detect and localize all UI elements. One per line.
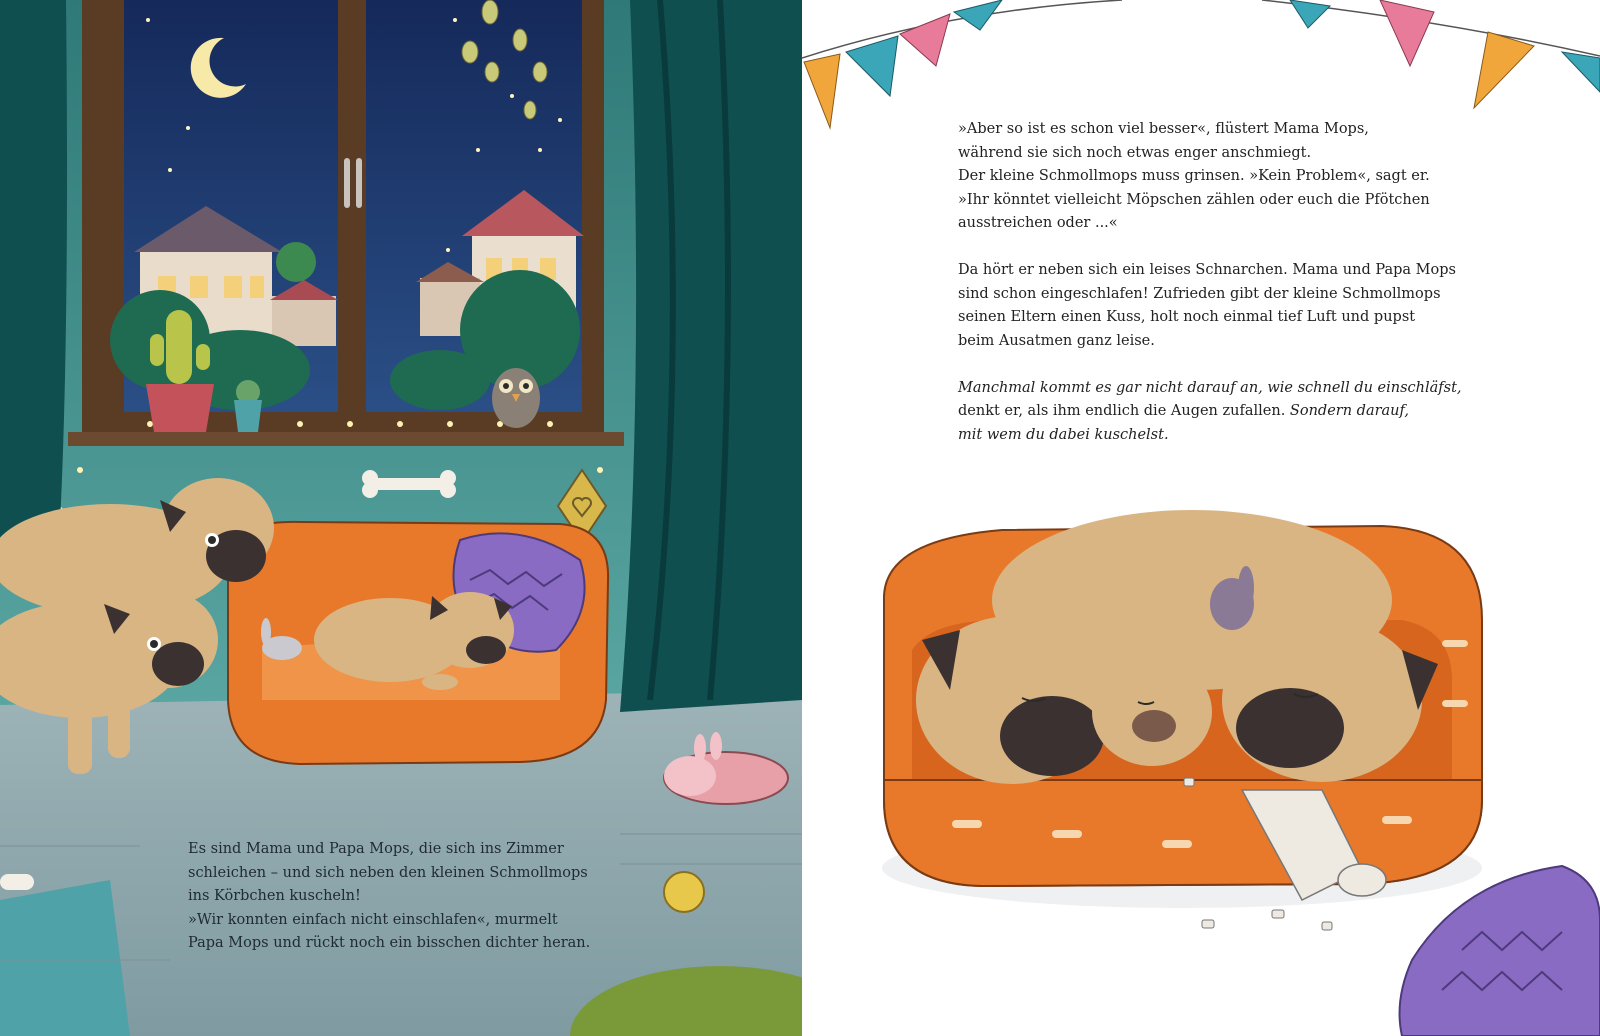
- text-line: Es sind Mama und Papa Mops, die sich ins Zimmer: [188, 841, 564, 857]
- text-line: »Aber so ist es schon viel besser«, flüstert Mama Mops,: [958, 121, 1369, 137]
- text-line: ins Körbchen kuscheln!: [188, 888, 361, 904]
- text-line: ausstreichen oder ...«: [958, 215, 1118, 231]
- bone-toy: [0, 874, 34, 890]
- left-story-text: [188, 838, 608, 956]
- text-italic: Sondern darauf,: [1289, 403, 1409, 419]
- purple-pillow: [1400, 866, 1600, 1036]
- text-line: »Wir konnten einfach nicht einschlafen«, murmelt: [188, 911, 558, 928]
- curtain-left: [0, 0, 67, 560]
- blue-blanket: [0, 880, 130, 1036]
- text-line: Der kleine Schmollmops muss grinsen. »Kein Problem«, sagt er.: [958, 168, 1430, 184]
- window-handle-right: [356, 158, 362, 208]
- text-line: beim Ausatmen ganz leise.: [958, 332, 1155, 349]
- text-line: während sie sich noch etwas enger anschmiegt.: [958, 144, 1312, 161]
- text-line: seinen Eltern einen Kuss, holt noch einmal tief Luft und pupst: [958, 309, 1416, 325]
- window-mullion: [338, 0, 366, 420]
- text-line: sind schon eingeschlafen! Zufrieden gibt der kleine Schmollmops: [958, 285, 1441, 302]
- window-sill: [68, 432, 624, 446]
- bunting-flags: [804, 0, 1600, 128]
- text-line: Papa Mops und rückt noch ein bisschen dichter heran.: [188, 935, 591, 951]
- text-line-italic: mit wem du dabei kuschelst.: [958, 426, 1169, 443]
- text-line: schleichen – und sich neben den kleinen Schmollmops: [188, 864, 588, 881]
- text-line-italic: Manchmal kommt es gar nicht darauf an, wie schnell du einschläfst,: [958, 379, 1462, 396]
- curtain-right: [620, 0, 802, 712]
- owl-figurine: [492, 368, 540, 428]
- text-line-mixed: [958, 400, 1478, 424]
- text-line: Da hört er neben sich ein leises Schnarchen. Mama und Papa Mops: [958, 262, 1456, 278]
- text-line: »Ihr könntet vielleicht Möpschen zählen oder euch die Pfötchen: [958, 191, 1430, 208]
- small-plant: [234, 380, 262, 432]
- tennis-ball: [664, 872, 704, 912]
- right-story-text: [958, 118, 1478, 447]
- text-normal: denkt er, als ihm endlich die Augen zufallen.: [958, 403, 1290, 419]
- window-handle-left: [344, 158, 350, 208]
